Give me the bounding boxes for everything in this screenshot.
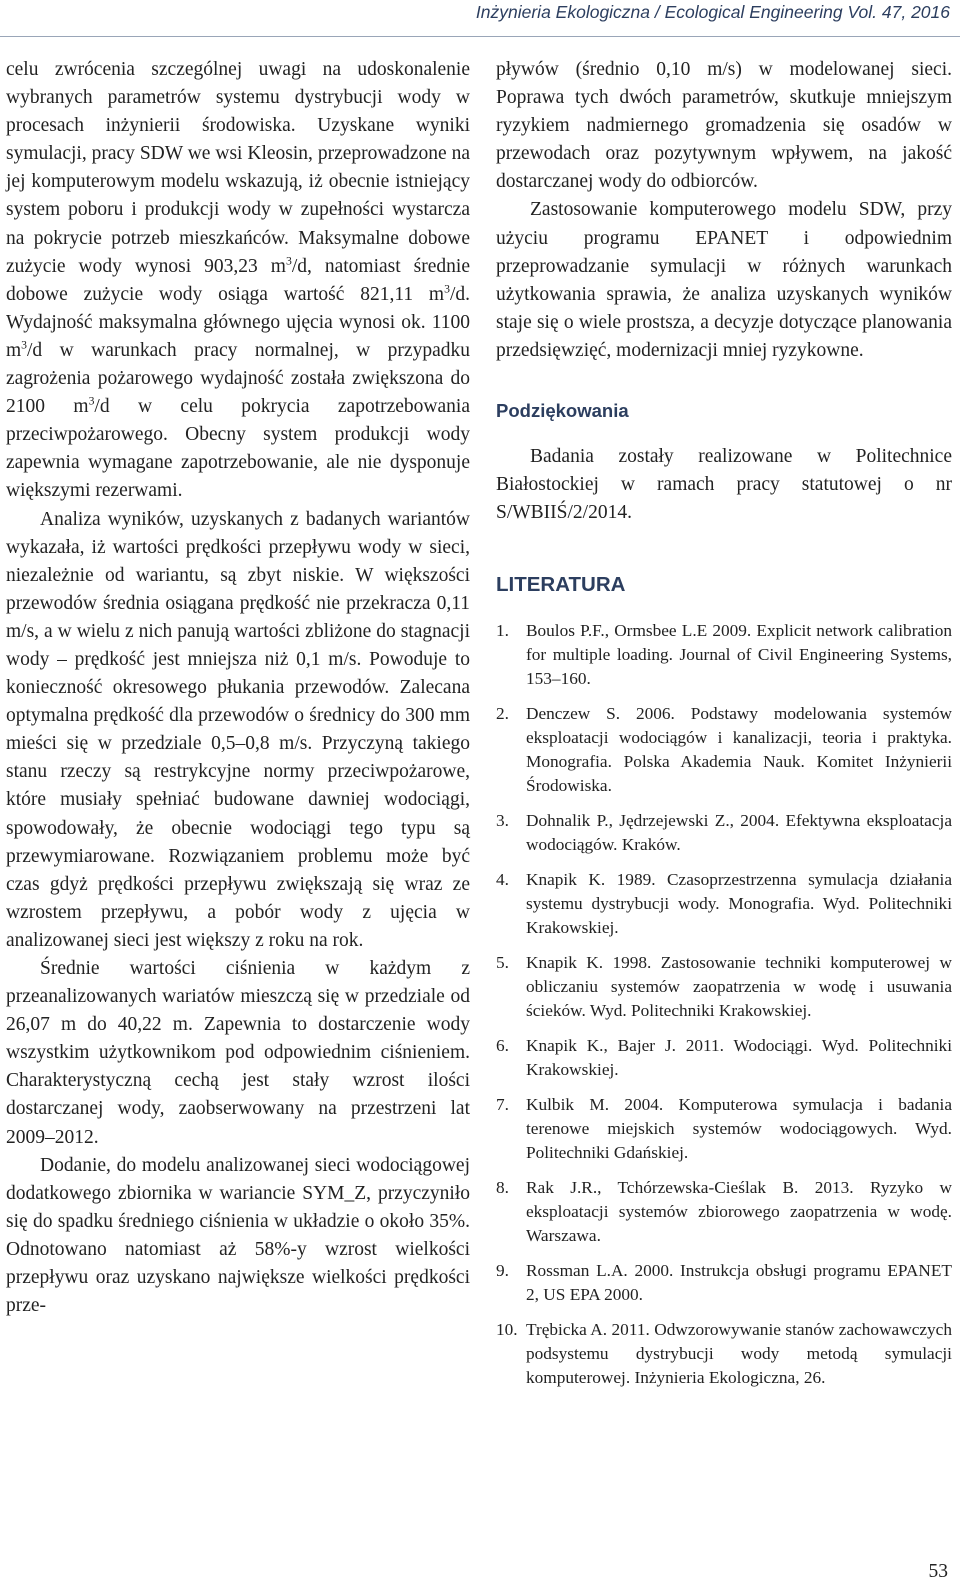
reference-item [496,619,952,691]
reference-number: 6. [496,1036,509,1056]
reference-text: Kulbik M. 2004. Komputerowa symulacja i badania terenowe miejskich systemów wodociągowych. Wyd. Politechniki Gdańskiej. [526,1095,952,1163]
reference-item [496,1259,952,1307]
right-column [496,56,952,1401]
reference-text: Rossman L.A. 2000. Instrukcja obsługi programu EPANET 2, US EPA 2000. [526,1261,952,1305]
paragraph: Dodanie, do modelu analizowanej sieci wodociągowej dodatkowego zbiornika w wariancie SYM_Z, przyczyniło się do spadku średniego ciśnienia w układzie o około 35%. Odnotowano natomiast aż 58%-y wzrost wielkości przepływu oraz uzyskano największe wielkości prędkości prze- [6,1154,470,1317]
references-heading: LITERATURA [496,573,626,597]
reference-text: Trębicka A. 2011. Odwzorowywanie stanów zachowawczych podsystemu dystrybucji wody metodą symulacji komputerowej. Inżynieria Ekologiczna, 26. [526,1320,952,1388]
paragraph: Analiza wyników, uzyskanych z badanych wariantów wykazała, iż wartości prędkości przepływu wody w sieci, niezależnie od wariantu, są zbyt niskie. W większości przewodów średnia osiągana prędkość nie przekracza 0,11 m/s, a w wielu z nich panują wartości zbliżone do stagnacji wody – prędkość jest mniejsza niż 0,1 m/s. Powoduje to konieczność okresowego płukania przewodów. Zalecana optymalna prędkość dla przewodów o średnicy do 300 mm mieści się w przedziale 0,5–0,8 m/s. Przyczyną takiego stanu rzeczy są restrykcyjne normy przeciwpożarowe, które musiały spełniać budowane dawniej wodociągi, spowodowały, że obecnie wodociągi tego typu są przewymiarowane. Rozwiązaniem problemu może być czas gdyż prędkości przepływu zwiększają się wraz ze wzrostem przepływu, a pobór wody z ujęcia w analizowanej sieci jest większy z roku na rok. [6,508,470,951]
reference-item [496,809,952,857]
reference-number: 9. [496,1261,509,1281]
reference-text: Rak J.R., Tchórzewska-Cieślak B. 2013. Ryzyko w eksploatacji systemów zbiorowego zaopatrzenia w wodę. Warszawa. [526,1178,952,1246]
page-number: 53 [928,1561,948,1582]
reference-number: 8. [496,1178,509,1198]
reference-text: Denczew S. 2006. Podstawy modelowania systemów eksploatacji wodociągów i kanalizacji, teoria i praktyka. Monografia. Polska Akademia Nauk. Komitet Inżynierii Środowiska. [526,704,952,796]
reference-number: 1. [496,621,509,641]
reference-item [496,868,952,940]
reference-text: Dohnalik P., Jędrzejewski Z., 2004. Efektywna eksploatacja wodociągów. Kraków. [526,811,952,855]
reference-item [496,702,952,798]
reference-number: 7. [496,1095,509,1115]
reference-text: Knapik K. 1998. Zastosowanie techniki komputerowej w obliczaniu systemów zaopatrzenia w wodę i usuwania ścieków. Wyd. Politechniki Krakowskiej. [526,953,952,1021]
reference-number: 10. [496,1320,518,1340]
reference-text: Boulos P.F., Ormsbee L.E 2009. Explicit network calibration for multiple loading. Journal of Civil Engineering Systems, 153–160. [526,621,952,689]
page-header [0,0,960,37]
reference-item [496,1176,952,1248]
reference-number: 4. [496,870,509,890]
paragraph: pływów (średnio 0,10 m/s) w modelowanej sieci. Poprawa tych dwóch parametrów, skutkuje mniejszym ryzykiem nadmiernego gromadzenia się osadów w przewodach oraz pozytywnym wpływem, na jakość dostarczanej wody do odbiorców. [496,59,952,193]
reference-item [496,1093,952,1165]
left-column [6,56,470,1320]
reference-item [496,1318,952,1390]
reference-text: Knapik K. 1989. Czasoprzestrzenna symulacja działania systemu dystrybucji wody. Monografia. Wyd. Politechniki Krakowskiej. [526,870,952,938]
reference-item [496,951,952,1023]
acknowledgements-text: Badania zostały realizowane w Politechnice Białostockiej w ramach pracy statutowej o nr S/WBIIŚ/2/2014. [496,446,952,524]
acknowledgements-heading: Podziękowania [496,400,629,422]
reference-number: 3. [496,811,509,831]
reference-number: 2. [496,704,509,724]
reference-list [496,619,952,1390]
reference-number: 5. [496,953,509,973]
paragraph: Zastosowanie komputerowego modelu SDW, przy użyciu programu EPANET i odpowiednim przeprowadzanie symulacji w różnych warunkach użytkowania sprawia, że analiza uzyskanych wyników staje się o wiele prostsza, a decyzje dotyczące planowania przedsięwzięć, modernizacji mniej ryzykowne. [496,199,952,361]
journal-title: Inżynieria Ekologiczna / Ecological Engineering Vol. 47, 2016 [475,2,950,22]
reference-text: Knapik K., Bajer J. 2011. Wodociągi. Wyd. Politechniki Krakowskiej. [526,1036,952,1080]
paragraph: Średnie wartości ciśnienia w każdym z przeanalizowanych wariatów mieszczą się w przedziale od 26,07 m do 40,22 m. Zapewnia to dostarczenie wody wszystkim użytkownikom pod odpowiednim ciśnieniem. Charakterystyczną cechą jest stały wzrost ilości dostarczanej wody, zaobserwowany na przestrzeni lat 2009–2012. [6,958,470,1148]
reference-item [496,1034,952,1082]
paragraph: celu zwrócenia szczególnej uwagi na udoskonalenie wybranych parametrów systemu dystrybucji wody w procesach inżynierii środowiska. Uzyskane wyniki symulacji, pracy SDW we wsi Kleosin, przeprowadzone na jej komputerowym modelu wskazują, iż obecnie istniejący system poboru i produkcji wody w zupełności wystarcza na pokrycie potrzeb mieszkańców. Maksymalne dobowe zużycie wody wynosi 903,23 $m^3/d$, natomiast średnie dobowe zużycie wody osiąga wartość 821,11 $m^3/d$. Wydajność maksymalna głównego ujęcia wynosi ok. 1100 $m^3/d$ w warunkach pracy normalnej, w przypadku zagrożenia pożarowego wydajność została zwiększona do 2100 $m^3/d$ w celu pokrycia zapotrzebowania przeciwpożarowego. Obecny system produkcji wody zapewnia wymagane zapotrzebowanie, ale nie dysponuje większymi rezerwami. [6,59,470,502]
